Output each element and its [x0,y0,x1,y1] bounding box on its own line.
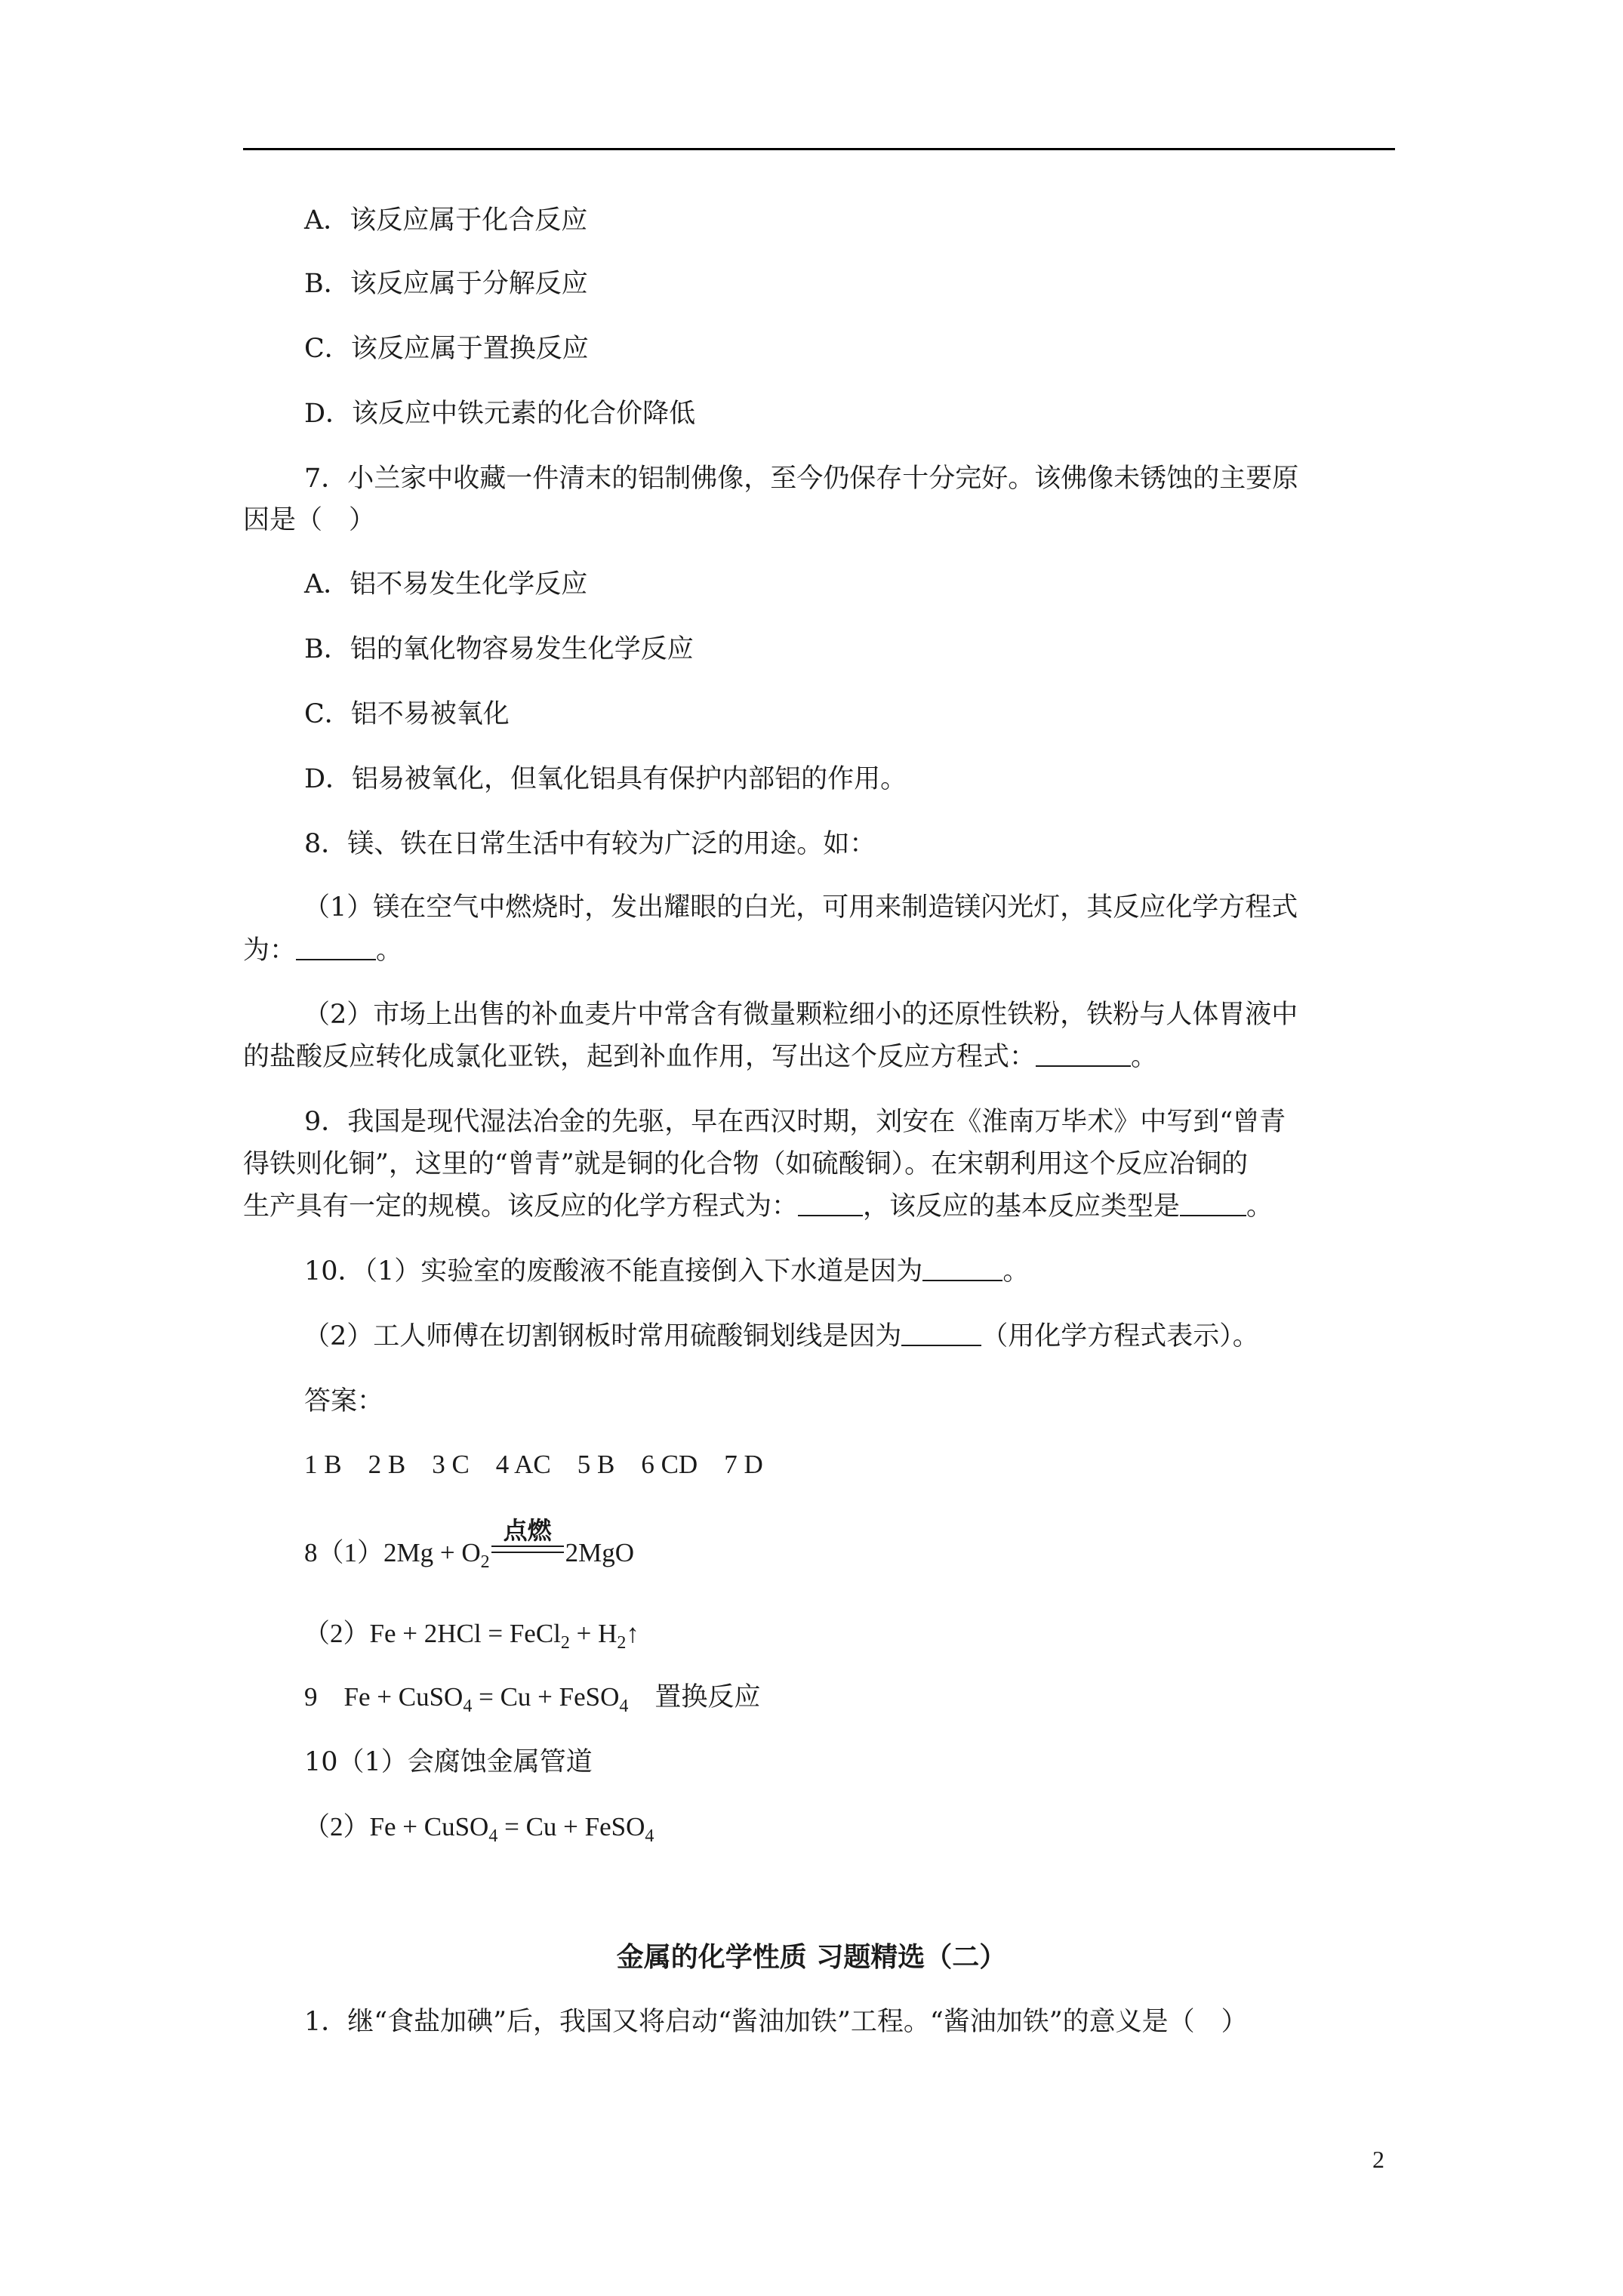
answer-8-part1 [304,1517,635,1572]
q10-part1 [304,1255,1029,1288]
equation-left: 8（1）2Mg + O [304,1538,481,1567]
equals-bar-top [491,1546,564,1547]
q10-part1-suffix: 。 [1002,1256,1030,1287]
q8-part1-line1: （1）镁在空气中燃烧时，发出耀眼的白光，可用来制造镁闪光灯，其反应化学方程式 [303,892,1298,923]
equals-bar-bottom [491,1552,564,1553]
q9-line3-part-b: ，该反应的基本反应类型是 [863,1191,1181,1222]
header-rule [243,148,1395,150]
section2-q1: 1．继“食盐加碘”后，我国又将启动“酱油加铁”工程。“酱油加铁”的意义是（ ） [304,2007,1248,2037]
q7-option-d: D．铝易被氧化，但氧化铝具有保护内部铝的作用。 [304,764,907,794]
q8-part2-suffix: 。 [1131,1042,1158,1072]
subscript: 2 [560,1633,570,1653]
reaction-type: 置换反应 [628,1682,761,1712]
subscript: 4 [619,1697,629,1716]
answer-8-part2 [303,1617,639,1653]
q8-part2-line1: （2）市场上出售的补血麦片中常含有微量颗粒细小的还原性铁粉，铁粉与人体胃液中 [303,1000,1298,1030]
q7-option-c: C．铝不易被氧化 [304,699,510,729]
q9-line3-part-c: 。 [1246,1191,1273,1222]
q10-part2 [303,1320,1259,1353]
answer-blank [1036,1043,1131,1067]
answer-9 [304,1681,760,1714]
equation-part: + H [569,1619,617,1648]
subscript: 4 [488,1826,498,1846]
subscript: 4 [645,1826,654,1846]
equation-part: = Cu + FeSO [472,1682,620,1712]
q10-part1-prefix: 10．（1）实验室的废酸液不能直接倒入下水道是因为 [304,1256,923,1287]
equation-right: 2MgO [565,1538,635,1567]
q9-stem-line2: 得铁则化铜”，这里的“曾青”就是铜的化合物（如硫酸铜）。在宋朝利用这个反应冶铜的 [243,1149,1249,1179]
answer-blank [296,936,376,960]
q6-option-b: B．该反应属于分解反应 [304,269,588,299]
answer-blank [798,1192,863,1216]
answer-blank [1180,1192,1246,1216]
q6-option-a: A．该反应属于化合反应 [304,205,588,236]
answers-heading: 答案： [304,1386,384,1416]
q9-line3-part-a: 生产具有一定的规模。该反应的化学方程式为： [243,1191,799,1222]
q7-option-b: B．铝的氧化物容易发生化学反应 [304,634,694,664]
q7-stem-line1: 7．小兰家中收藏一件清末的铝制佛像，至今仍保存十分完好。该佛像未锈蚀的主要原 [304,464,1299,494]
answers-multiple-choice: 1 B 2 B 3 C 4 AC 5 B 6 CD 7 D [304,1450,763,1479]
equation-part: （2）Fe + CuSO [303,1812,489,1841]
q8-part2-prefix: 的盐酸反应转化成氯化亚铁，起到补血作用，写出这个反应方程式： [243,1042,1036,1072]
q8-stem: 8．镁、铁在日常生活中有较为广泛的用途。如： [304,829,876,859]
subscript: 2 [617,1633,627,1653]
q6-option-d: D．该反应中铁元素的化合价降低 [304,399,696,429]
answer-10-part1: 10（1）会腐蚀金属管道 [304,1747,593,1777]
q6-option-c: C．该反应属于置换反应 [304,334,589,364]
q7-stem-line2: 因是（ ） [243,505,376,535]
equation-part: 9 Fe + CuSO [304,1682,463,1712]
q10-part2-suffix: （用化学方程式表示）。 [981,1321,1259,1351]
section-title: 金属的化学性质 习题精选（二） [616,1941,1007,1973]
reaction-condition [490,1517,565,1570]
subscript: 4 [463,1697,473,1716]
q7-option-a: A．铝不易发生化学反应 [304,569,588,599]
q9-stem-line3 [243,1190,1273,1223]
q8-part1-prefix: 为： [243,935,297,966]
gas-arrow-icon: ↑ [626,1619,639,1648]
equation-part: （2）Fe + 2HCl = FeCl [303,1619,561,1648]
condition-label: 点燃 [503,1517,552,1544]
q10-part2-prefix: （2）工人师傅在切割钢板时常用硫酸铜划线是因为 [303,1321,902,1351]
answer-blank [922,1257,1002,1281]
answer-10-part2 [303,1811,654,1844]
equation-part: = Cu + FeSO [497,1812,645,1841]
q8-part2-line2 [243,1040,1157,1074]
q8-part1-line2 [243,934,402,967]
q8-part1-suffix: 。 [376,935,403,966]
subscript: 2 [480,1552,490,1572]
q9-stem-line1: 9．我国是现代湿法冶金的先驱，早在西汉时期，刘安在《淮南万毕术》中写到“曾青 [304,1107,1286,1137]
answer-blank [901,1322,981,1346]
page-number: 2 [1372,2146,1384,2173]
